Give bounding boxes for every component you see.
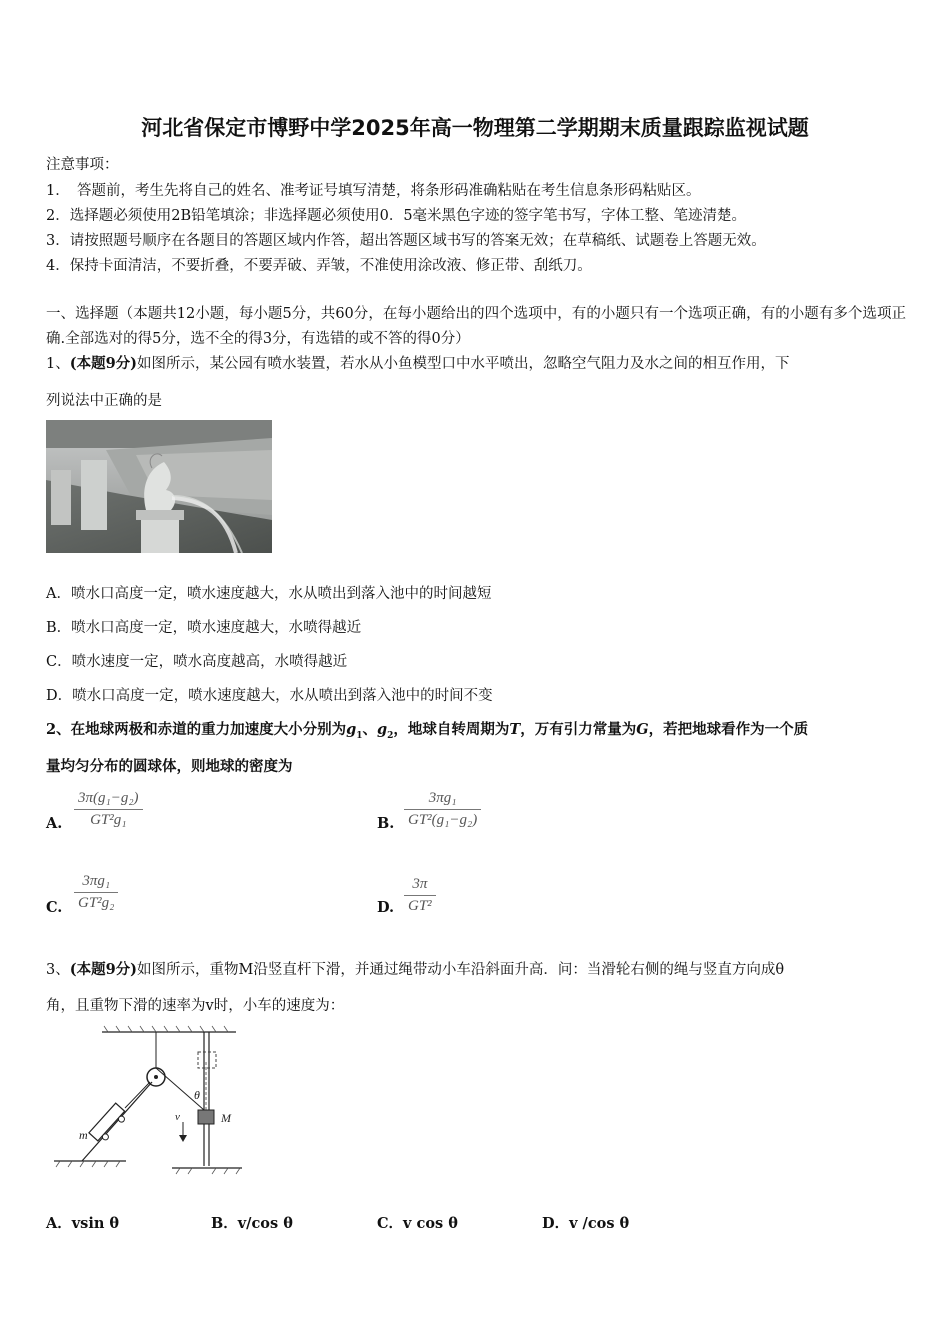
question-text: ，万有引力常量为 (520, 721, 637, 738)
q1-option-b: B．喷水口高度一定，喷水速度越大，水喷得越近 (46, 620, 362, 636)
fraction-numerator: 3πg₁ (74, 873, 118, 893)
velocity-label: v (175, 1111, 180, 1123)
fountain-photo (46, 420, 272, 553)
var-t: T (509, 721, 521, 738)
question-1-stem (46, 352, 906, 373)
q2-option-a-formula (74, 790, 143, 829)
section-intro: 一、选择题（本题共12小题，每小题5分，共60分，在每小题给出的四个选项中，有的小题只有一个选项正确，有的小题有多个选项正确.全部选对的得5分，选不全的得3分，有选错的或不答的得0分） (46, 306, 906, 347)
q3-option-d: D．v /cos θ (542, 1215, 630, 1232)
notice-item: 3．请按照题号顺序在各题目的答题区域内作答，超出答题区域书写的答案无效；在草稿纸、试题卷上答题无效。 (46, 233, 766, 249)
question-3-stem (46, 958, 906, 979)
subscript: 1 (356, 730, 363, 741)
fraction-denominator: GT²(g₁−g₂) (408, 812, 478, 828)
q2-option-c-formula (74, 873, 118, 912)
q1-option-a: A．喷水口高度一定，喷水速度越大，水从喷出到落入池中的时间越短 (46, 586, 492, 602)
fraction-numerator: 3π(g₁−g₂) (74, 790, 143, 810)
question-text: 如图所示，重物M沿竖直杆下滑，并通过绳带动小车沿斜面升高．问：当滑轮右侧的绳与竖直方向成θ (137, 962, 785, 978)
fraction-numerator: 3π (404, 876, 436, 896)
separator: 、 (362, 721, 377, 738)
fraction-numerator: 3πg₁ (404, 790, 481, 810)
question-text: ，若把地球看作为一个质 (648, 721, 809, 738)
var-g-const: G (636, 721, 649, 738)
var-g: g (377, 721, 388, 738)
q2-option-b-formula (404, 790, 481, 829)
notice-item: 1． 答题前，考生先将自己的姓名、准考证号填写清楚，将条形码准确粘贴在考生信息条形码粘贴区。 (46, 183, 701, 199)
q2-option-a-label: A. (46, 815, 63, 832)
q2-option-c-label: C. (46, 899, 63, 916)
q1-option-c: C．喷水速度一定，喷水高度越高，水喷得越近 (46, 654, 348, 670)
question-3-stem-cont: 角，且重物下滑的速率为v时，小车的速度为： (46, 998, 345, 1014)
notice-heading: 注意事项： (46, 157, 119, 173)
mass-m-label: m (79, 1128, 88, 1142)
q3-option-a: A．vsin θ (46, 1215, 120, 1232)
question-1-stem-cont: 列说法中正确的是 (46, 393, 162, 409)
page-title: 河北省保定市博野中学2025年高一物理第二学期期末质量跟踪监视试题 (141, 116, 809, 140)
notice-item: 2．选择题必须使用2B铅笔填涂；非选择题必须使用0．5毫米黑色字迹的签字笔书写，字体工整、笔迹清楚。 (46, 208, 747, 224)
fraction-denominator: GT²g₁ (90, 812, 127, 828)
question-text: ，地球自转周期为 (393, 721, 510, 738)
q2-option-d-label: D. (377, 899, 395, 916)
question-text: 2、在地球两极和赤道的重力加速度大小分别为 (46, 721, 347, 738)
mass-M-label: M (221, 1111, 231, 1125)
question-score: (本题9分) (69, 961, 138, 978)
q3-option-b: B．v/cos θ (211, 1215, 293, 1232)
notice-item: 4．保持卡面清洁，不要折叠，不要弄破、弄皱，不准使用涂改液、修正带、刮纸刀。 (46, 258, 592, 274)
fraction-denominator: GT² (408, 898, 432, 914)
var-g: g (346, 721, 357, 738)
fraction-denominator: GT²g₂ (78, 895, 115, 911)
theta-label: θ (194, 1088, 200, 1102)
question-2-stem-cont: 量均匀分布的圆球体，则地球的密度为 (46, 758, 293, 775)
question-number: 3、 (46, 962, 70, 978)
question-number: 1、 (46, 356, 70, 372)
q3-option-c: C．v cos θ (377, 1215, 458, 1232)
question-text: 如图所示，某公园有喷水装置，若水从小鱼模型口中水平喷出，忽略空气阻力及水之间的相互作用，下 (137, 356, 790, 372)
pulley-diagram (46, 1022, 246, 1178)
q2-option-d-formula (404, 876, 436, 915)
subscript: 2 (387, 730, 394, 741)
question-score: (本题9分) (69, 355, 138, 372)
q2-option-b-label: B. (377, 815, 395, 832)
question-2-stem (46, 718, 906, 741)
q1-option-d: D．喷水口高度一定，喷水速度越大，水从喷出到落入池中的时间不变 (46, 688, 493, 704)
